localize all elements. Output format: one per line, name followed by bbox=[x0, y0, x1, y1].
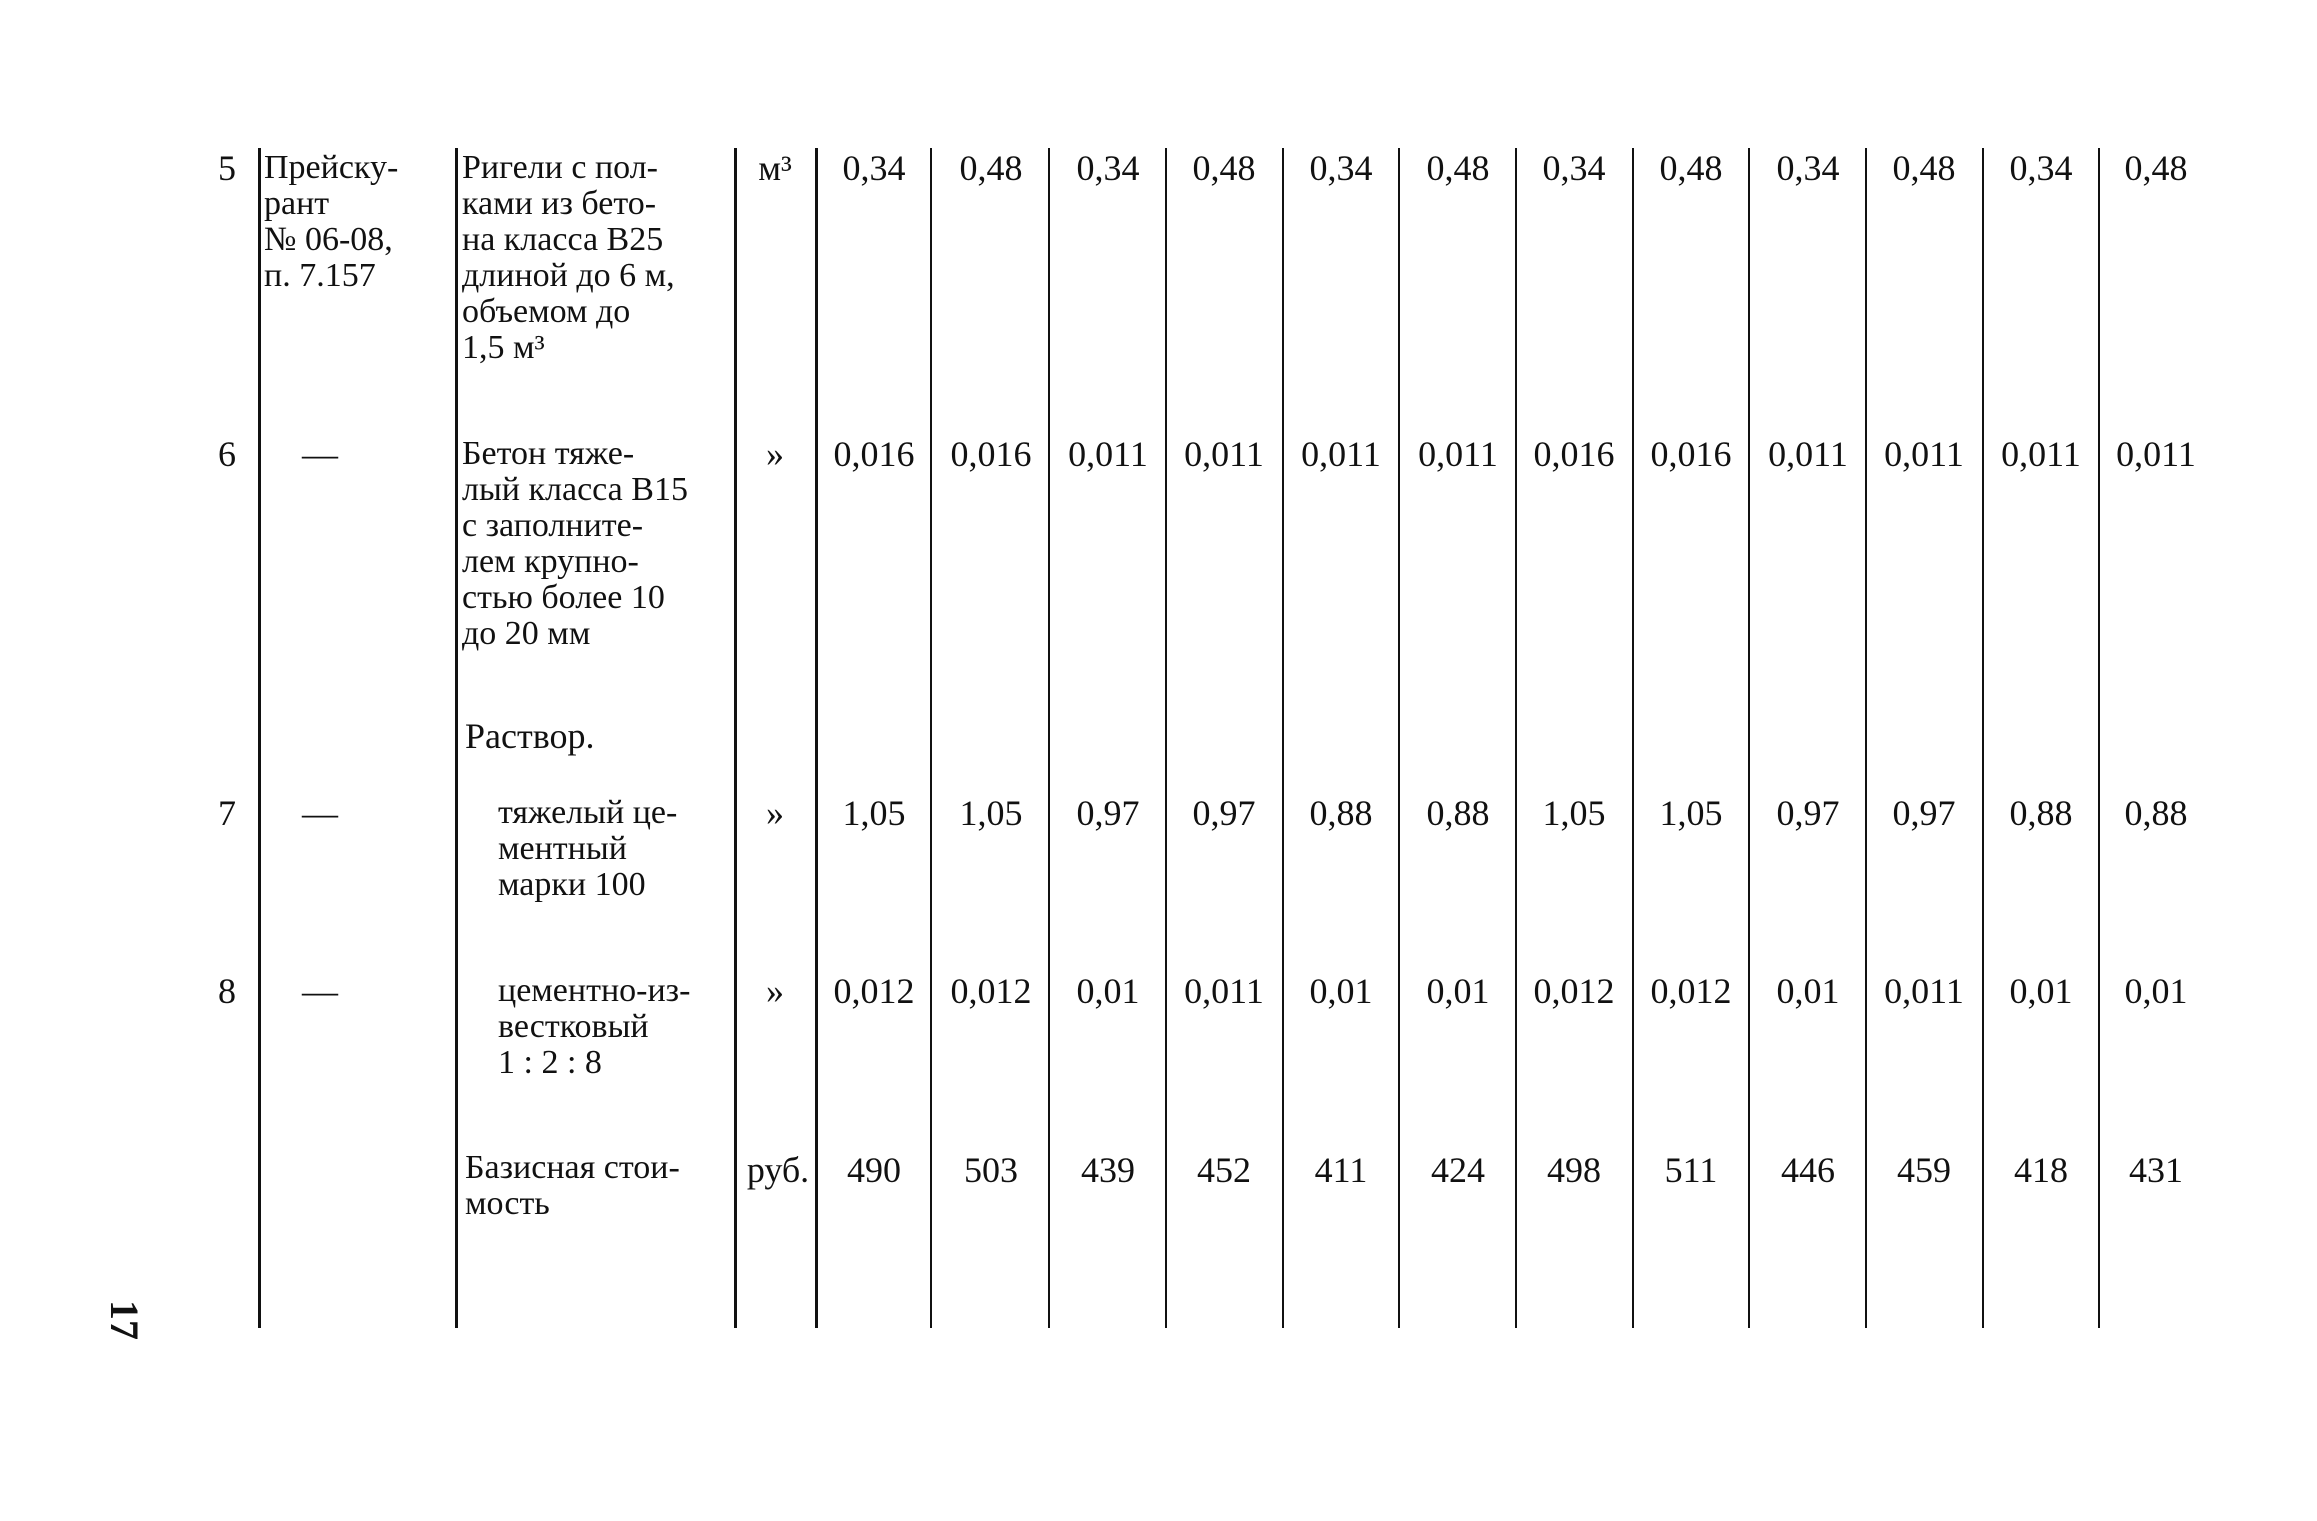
value-cell: 0,011 bbox=[1068, 434, 1148, 474]
row-unit: » bbox=[766, 434, 784, 474]
row-source: Прейску- рант № 06-08, п. 7.157 bbox=[264, 149, 399, 294]
row-number: 6 bbox=[218, 434, 236, 474]
value-cell: 411 bbox=[1314, 1150, 1368, 1190]
column-rule bbox=[1748, 148, 1750, 1328]
value-cell: 0,34 bbox=[1776, 148, 1840, 188]
page-number: 17 bbox=[102, 1300, 147, 1340]
value-cell: 446 bbox=[1781, 1150, 1835, 1190]
value-cell: 439 bbox=[1081, 1150, 1135, 1190]
value-cell: 0,012 bbox=[1650, 971, 1732, 1011]
value-cell: 1,05 bbox=[842, 793, 906, 833]
value-cell: 511 bbox=[1664, 1150, 1718, 1190]
value-cell: 0,01 bbox=[1776, 971, 1840, 1011]
row-name: тяжелый це- ментный марки 100 bbox=[498, 794, 678, 903]
value-cell: 0,011 bbox=[2001, 434, 2081, 474]
value-cell: 0,016 bbox=[1650, 434, 1732, 474]
column-rule bbox=[455, 148, 458, 1328]
value-cell: 0,97 bbox=[1192, 793, 1256, 833]
value-cell: 418 bbox=[2014, 1150, 2068, 1190]
row-source: — bbox=[302, 793, 338, 833]
value-cell: 498 bbox=[1547, 1150, 1601, 1190]
value-cell: 459 bbox=[1897, 1150, 1951, 1190]
value-cell: 0,011 bbox=[1184, 971, 1264, 1011]
value-cell: 0,012 bbox=[1533, 971, 1615, 1011]
value-cell: 0,48 bbox=[2124, 148, 2188, 188]
value-cell: 0,01 bbox=[1076, 971, 1140, 1011]
column-rule bbox=[930, 148, 932, 1328]
value-cell: 0,34 bbox=[1309, 148, 1373, 188]
row-source: — bbox=[302, 971, 338, 1011]
row-source: — bbox=[302, 434, 338, 474]
value-cell: 0,97 bbox=[1076, 793, 1140, 833]
value-cell: 0,97 bbox=[1892, 793, 1956, 833]
value-cell: 1,05 bbox=[959, 793, 1023, 833]
column-rule bbox=[1048, 148, 1050, 1328]
value-cell: 0,016 bbox=[833, 434, 915, 474]
column-rule bbox=[1398, 148, 1400, 1328]
value-cell: 0,011 bbox=[1418, 434, 1498, 474]
value-cell: 0,34 bbox=[1542, 148, 1606, 188]
row-unit: » bbox=[766, 793, 784, 833]
value-cell: 0,34 bbox=[842, 148, 906, 188]
value-cell: 0,01 bbox=[1426, 971, 1490, 1011]
row-number: 7 bbox=[218, 793, 236, 833]
value-cell: 0,88 bbox=[2009, 793, 2073, 833]
column-rule bbox=[734, 148, 737, 1328]
value-cell: 0,48 bbox=[1426, 148, 1490, 188]
column-rule bbox=[1282, 148, 1284, 1328]
value-cell: 0,34 bbox=[1076, 148, 1140, 188]
value-cell: 0,88 bbox=[1426, 793, 1490, 833]
column-rule bbox=[258, 148, 261, 1328]
value-cell: 0,48 bbox=[1192, 148, 1256, 188]
value-cell: 0,011 bbox=[1301, 434, 1381, 474]
value-cell: 1,05 bbox=[1659, 793, 1723, 833]
value-cell: 0,011 bbox=[1884, 971, 1964, 1011]
value-cell: 0,011 bbox=[1768, 434, 1848, 474]
section-heading: Раствор. bbox=[465, 716, 595, 756]
value-cell: 490 bbox=[847, 1150, 901, 1190]
row-unit: м³ bbox=[758, 148, 792, 188]
value-cell: 0,016 bbox=[1533, 434, 1615, 474]
value-cell: 0,012 bbox=[950, 971, 1032, 1011]
row-number: 5 bbox=[218, 148, 236, 188]
value-cell: 424 bbox=[1431, 1150, 1485, 1190]
column-rule bbox=[2098, 148, 2100, 1328]
column-rule bbox=[815, 148, 818, 1328]
value-cell: 0,016 bbox=[950, 434, 1032, 474]
row-unit: руб. bbox=[746, 1150, 810, 1190]
value-cell: 0,01 bbox=[2124, 971, 2188, 1011]
value-cell: 0,011 bbox=[1884, 434, 1964, 474]
column-rule bbox=[1632, 148, 1634, 1328]
column-rule bbox=[1865, 148, 1867, 1328]
value-cell: 0,97 bbox=[1776, 793, 1840, 833]
row-name: Ригели с пол- ками из бето- на класса В25 длиной до 6 м, объемом до 1,5 м³ bbox=[462, 149, 675, 366]
value-cell: 431 bbox=[2129, 1150, 2183, 1190]
value-cell: 0,34 bbox=[2009, 148, 2073, 188]
column-rule bbox=[1515, 148, 1517, 1328]
value-cell: 0,88 bbox=[2124, 793, 2188, 833]
value-cell: 0,012 bbox=[833, 971, 915, 1011]
value-cell: 0,01 bbox=[2009, 971, 2073, 1011]
row-number: 8 bbox=[218, 971, 236, 1011]
value-cell: 0,01 bbox=[1309, 971, 1373, 1011]
value-cell: 0,011 bbox=[2116, 434, 2196, 474]
value-cell: 0,011 bbox=[1184, 434, 1264, 474]
value-cell: 1,05 bbox=[1542, 793, 1606, 833]
row-name: цементно-из- вестковый 1 : 2 : 8 bbox=[498, 972, 691, 1081]
value-cell: 0,48 bbox=[1659, 148, 1723, 188]
value-cell: 452 bbox=[1197, 1150, 1251, 1190]
value-cell: 0,48 bbox=[1892, 148, 1956, 188]
value-cell: 503 bbox=[964, 1150, 1018, 1190]
value-cell: 0,88 bbox=[1309, 793, 1373, 833]
row-unit: » bbox=[766, 971, 784, 1011]
column-rule bbox=[1982, 148, 1984, 1328]
row-name: Бетон тяже- лый класса В15 с заполните- лем крупно- стью более 10 до 20 мм bbox=[462, 435, 688, 652]
row-name: Базисная стои- мость bbox=[465, 1149, 680, 1222]
value-cell: 0,48 bbox=[959, 148, 1023, 188]
column-rule bbox=[1165, 148, 1167, 1328]
